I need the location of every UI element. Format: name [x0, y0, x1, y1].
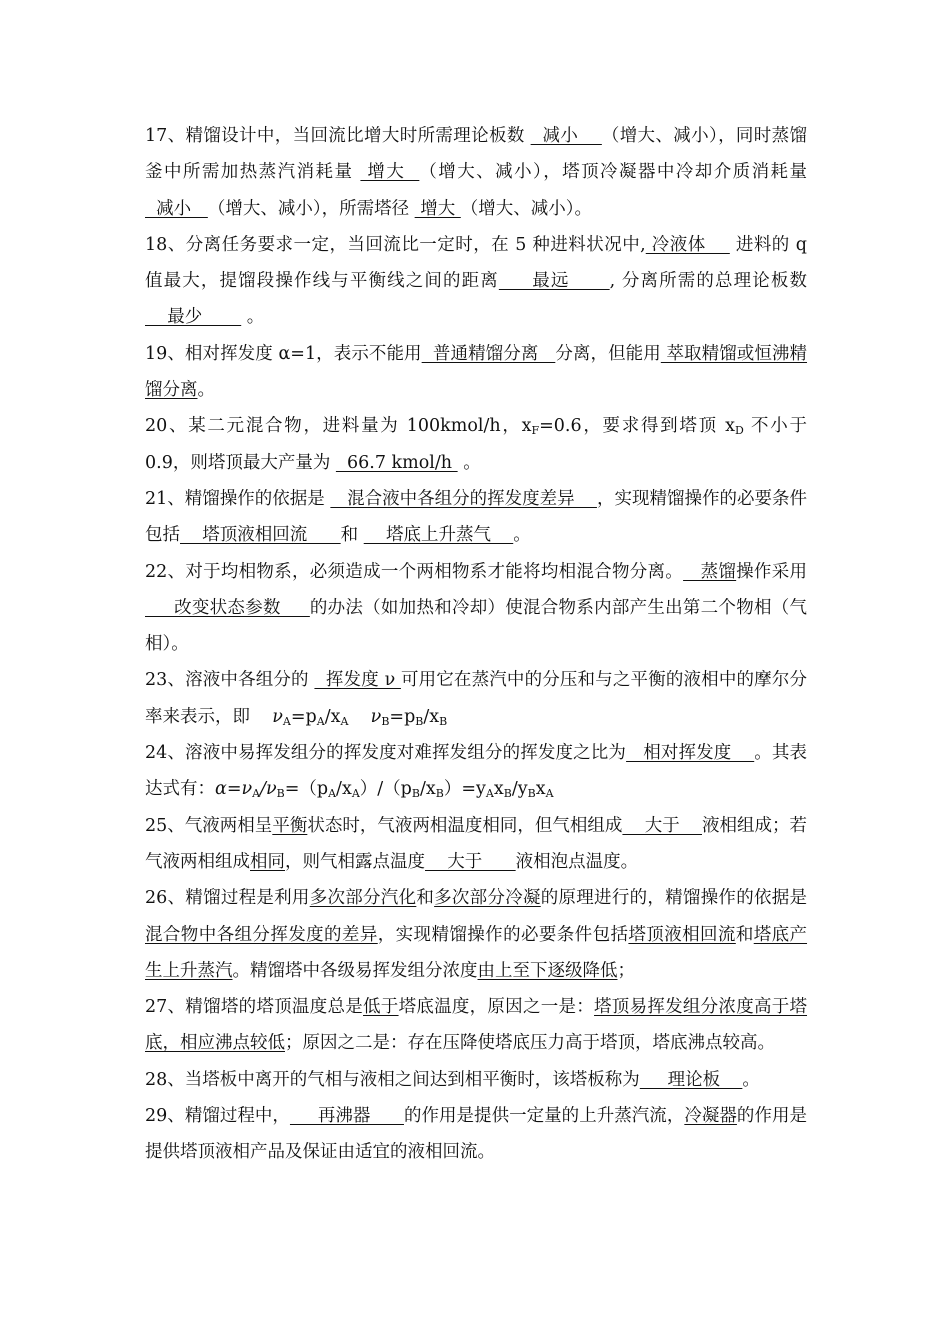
- question-text: 29、精馏过程中，: [145, 1106, 290, 1127]
- question-text: 18、分离任务要求一定，当回流比一定时，在 5 种进料状况中,: [145, 234, 646, 255]
- question-text: 液相泡点温度。: [515, 851, 639, 872]
- question-text: ，实现精馏操作的必要条件包括: [377, 924, 629, 945]
- question-text: （增大、减小），塔顶冷凝器中冷却介质消耗量: [419, 162, 808, 183]
- answer-blank: 蒸馏: [683, 561, 737, 582]
- question-text: ；: [617, 960, 635, 981]
- subscript: B: [435, 787, 444, 801]
- subscript: B: [439, 714, 448, 728]
- answer-blank: 塔底产生上升蒸汽: [145, 924, 808, 981]
- answer-blank: 减小: [145, 198, 208, 219]
- question-text: 进料的 q 值最大，提馏段操作线与平衡线之间的距离: [145, 234, 807, 292]
- question-text: 。: [513, 525, 531, 546]
- formula-part: x: [535, 779, 546, 800]
- question-text: 状态时，气液两相温度相同，但气相组成: [307, 815, 623, 836]
- subscript: A: [340, 714, 349, 728]
- question-22: [145, 554, 807, 663]
- question-text: 和: [735, 924, 754, 945]
- subscript: B: [411, 787, 420, 801]
- question-text: ，实现精馏操作的必要条件包括: [145, 488, 807, 546]
- subscript: B: [276, 787, 285, 801]
- question-text: ，则气相露点温度: [285, 851, 425, 872]
- answer-blank: 挥发度 ν: [314, 670, 401, 691]
- answer-blank: 再沸器: [289, 1106, 404, 1127]
- formula-part: =（p: [284, 779, 329, 800]
- subscript: B: [415, 714, 424, 728]
- answer-blank: 冷液体: [645, 234, 730, 255]
- answer-blank: 平衡: [272, 815, 308, 836]
- formula-part: α=ν: [215, 779, 253, 800]
- question-text: 和: [340, 525, 364, 546]
- subscript: A: [282, 714, 291, 728]
- subscript: B: [527, 787, 536, 801]
- question-text: 24、溶液中易挥发组分的挥发度对难挥发组分的挥发度之比为: [145, 743, 627, 764]
- answer-blank: 混合液中各组分的挥发度差异: [330, 488, 597, 509]
- question-text: 26、精馏过程是利用: [145, 888, 310, 909]
- formula-part: /x: [419, 779, 436, 800]
- question-text: 。: [742, 1069, 760, 1090]
- subscript: A: [351, 787, 360, 801]
- answer-blank: 相对挥发度: [626, 743, 755, 764]
- question-text: 可用它在蒸汽中的分压和与之平衡的液相中的摩尔分率来表示，即: [145, 670, 807, 727]
- question-text: 操作采用: [736, 561, 807, 582]
- answer-blank: 大于: [425, 851, 516, 872]
- subscript: A: [316, 714, 325, 728]
- question-text: 。其表达式有：: [145, 743, 807, 800]
- question-text: 和: [416, 888, 435, 909]
- answer-blank: 多次部分汽化: [309, 888, 417, 909]
- question-text: （增大、减小），同时蒸馏釜中所需加热蒸汽消耗量: [145, 126, 807, 183]
- answer-blank: 增大: [360, 162, 420, 183]
- question-text: =0.6，要求得到塔顶 x: [539, 416, 735, 437]
- answer-blank: 最少: [145, 307, 242, 328]
- answer-blank: 66.7 kmol/h: [335, 452, 458, 473]
- question-21: [145, 481, 807, 554]
- question-25: [145, 808, 807, 881]
- question-text: （增大、减小）。: [460, 198, 593, 219]
- answer-blank: 改变状态参数: [145, 597, 310, 618]
- answer-blank: 塔顶易挥发组分浓度高于塔底，相应沸点较低: [145, 997, 808, 1054]
- question-text: ；原因之二是：存在压降使塔底压力高于塔顶，塔底沸点较高。: [285, 1033, 775, 1054]
- answer-blank: 冷凝器: [684, 1106, 737, 1127]
- formula-part: /x: [336, 779, 352, 800]
- question-text: 塔底温度，原因之一是：: [398, 997, 595, 1018]
- formula-part: /x: [423, 706, 440, 727]
- question-text: 。: [457, 452, 481, 473]
- question-text: （增大、减小），所需塔径: [207, 198, 415, 219]
- question-text: 的作用是提供一定量的上升蒸汽流，: [403, 1106, 685, 1127]
- subscript: F: [531, 424, 540, 438]
- question-text: 。: [197, 380, 215, 401]
- question-text: 。精馏塔中各级易挥发组分浓度: [232, 960, 478, 981]
- question-text: 。: [241, 307, 265, 328]
- answer-blank: 由上至下逐级降低: [477, 960, 618, 981]
- question-20: [145, 408, 807, 481]
- question-text: 27、精馏塔的塔顶温度总是: [145, 997, 364, 1018]
- answer-blank: 普通精馏分离: [421, 343, 556, 364]
- answer-blank: 理论板: [639, 1069, 743, 1090]
- question-29: [145, 1098, 807, 1171]
- question-text: 的原理进行的，精馏操作的依据是: [540, 888, 808, 909]
- question-26: [145, 880, 807, 989]
- question-text: 17、精馏设计中，当回流比增大时所需理论板数: [145, 126, 531, 146]
- subscript: B: [503, 787, 512, 801]
- formula-part: ）=y: [443, 779, 486, 800]
- question-text: 25、气液两相呈: [145, 815, 273, 836]
- answer-blank: 最远: [498, 271, 610, 292]
- question-28: [145, 1062, 807, 1098]
- formula-part: ν: [370, 706, 382, 727]
- question-27: [145, 989, 807, 1062]
- question-text: 22、对于均相物系，必须造成一个两相物系才能将均相混合物分离。: [145, 561, 684, 582]
- subscript: A: [252, 787, 261, 801]
- answer-blank: 塔底上升蒸气: [363, 525, 514, 546]
- question-19: [145, 336, 807, 409]
- question-text: 20、某二元混合物，进料量为 100kmol/h，x: [145, 416, 532, 437]
- question-23: [145, 662, 807, 735]
- formula-part: /x: [324, 706, 341, 727]
- answer-blank: 减小: [530, 126, 602, 146]
- question-list: [145, 118, 807, 1171]
- question-text: 19、相对挥发度 α=1，表示不能用: [145, 343, 422, 364]
- question-text: 28、当塔板中离开的气相与液相之间达到相平衡时，该塔板称为: [145, 1069, 640, 1090]
- answer-blank: 塔顶液相回流: [180, 525, 341, 546]
- subscript: A: [545, 787, 554, 801]
- answer-blank: 增大: [414, 198, 461, 219]
- question-text: 的作用是提供塔顶液相产品及保证由适宜的液相回流。: [145, 1106, 807, 1163]
- question-24: [145, 735, 807, 808]
- subscript: D: [734, 424, 744, 438]
- answer-blank: 萃取精馏或恒沸精馏分离: [145, 343, 808, 401]
- formula-part: /ν: [260, 779, 277, 800]
- question-text: 分离，但能用: [555, 343, 661, 364]
- question-18: [145, 227, 807, 336]
- question-text: 的办法（如加热和冷却）使混合物系内部产生出第二个物相（气相）。: [145, 597, 807, 655]
- formula-part: =p: [290, 706, 317, 727]
- subscript: B: [381, 714, 390, 728]
- answer-blank: 混合物中各组分挥发度的差异: [145, 924, 378, 945]
- answer-blank: 相同: [250, 851, 285, 872]
- answer-blank: 低于: [363, 997, 399, 1018]
- question-text: , 分离所需的总理论板数: [609, 271, 807, 292]
- formula-part: ）/（p: [359, 779, 412, 800]
- question-text: 23、溶液中各组分的: [145, 670, 315, 691]
- answer-blank: 多次部分冷凝: [434, 888, 541, 909]
- question-text: 不小于 0.9，则塔顶最大产量为: [145, 416, 807, 473]
- question-text: 液相组成；若气液两相组成: [145, 815, 808, 872]
- answer-blank: 大于: [622, 815, 702, 836]
- formula-part: =p: [389, 706, 416, 727]
- formula-part: ν: [272, 706, 283, 727]
- answer-blank: 塔顶液相回流: [628, 924, 736, 945]
- question-text: 21、精馏操作的依据是: [145, 488, 331, 509]
- subscript: A: [328, 787, 337, 801]
- subscript: A: [485, 787, 494, 801]
- formula-part: /y: [511, 779, 528, 800]
- formula-part: x: [493, 779, 504, 800]
- question-17: [145, 118, 807, 227]
